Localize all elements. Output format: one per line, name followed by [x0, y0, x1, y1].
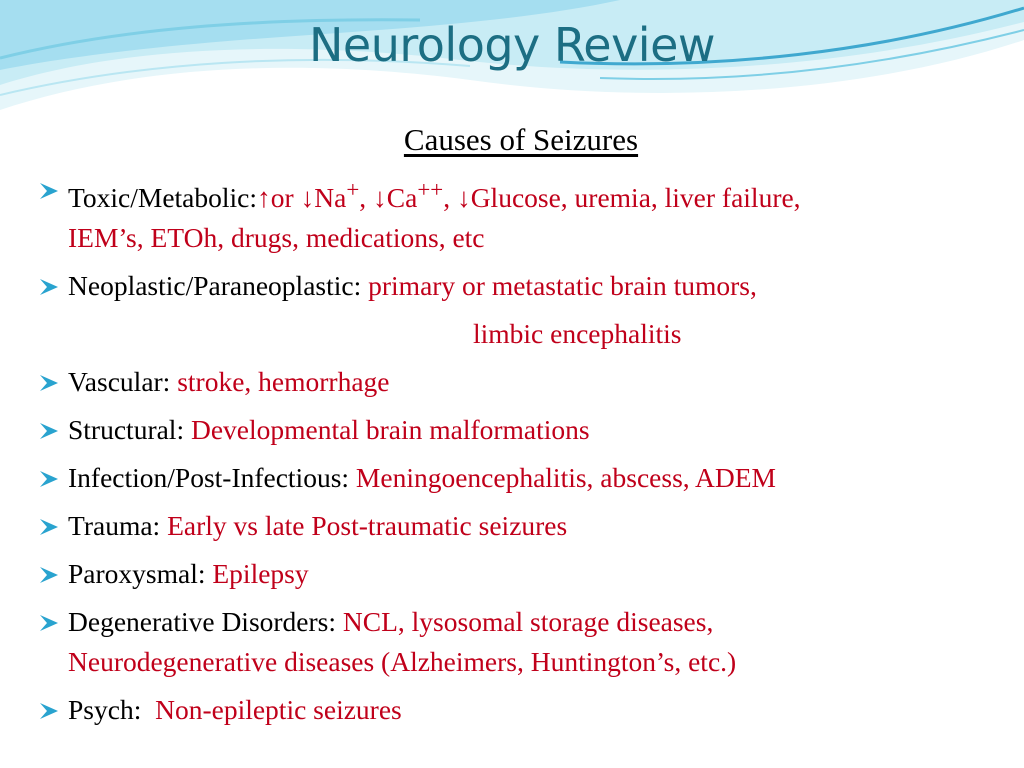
bullet-label: Degenerative Disorders: — [68, 606, 343, 638]
bullet-label: Paroxysmal: — [68, 558, 213, 590]
bullet-detail-continuation: IEM’s, ETOh, drugs, medications, etc — [68, 222, 485, 254]
bullet-infection — [38, 458, 1018, 498]
bullet-detail: Meningoencephalitis, abscess, ADEM — [355, 462, 776, 494]
bullet-degenerative — [38, 602, 1018, 682]
bullet-detail-part: or ↓Na — [270, 182, 347, 214]
superscript-charge: + — [346, 177, 360, 202]
arrowhead-bullet-icon — [38, 470, 60, 488]
up-arrow-text: ↑ — [257, 182, 271, 214]
bullet-vascular — [38, 362, 1018, 402]
bullet-detail: NCL, lysosomal storage diseases, — [342, 606, 714, 638]
bullet-detail-part: , ↓Ca — [359, 182, 418, 214]
bullet-detail: Non-epileptic seizures — [155, 694, 402, 726]
slide-subtitle: Causes of Seizures — [403, 122, 639, 157]
bullet-detail: Developmental brain malformations — [190, 414, 590, 446]
bullet-detail-continuation: limbic encephalitis — [473, 318, 682, 350]
bullet-detail-continuation: Neurodegenerative diseases (Alzheimers, Huntington’s, etc.) — [68, 646, 737, 678]
bullet-label: Toxic/Metabolic: — [68, 182, 257, 214]
superscript-charge: ++ — [417, 177, 444, 202]
bullet-list — [38, 170, 1018, 730]
arrowhead-bullet-icon — [38, 422, 60, 440]
bullet-label: Neoplastic/Paraneoplastic: — [68, 270, 369, 302]
arrowhead-bullet-icon — [38, 566, 60, 584]
bullet-detail: stroke, hemorrhage — [177, 366, 390, 398]
arrowhead-bullet-icon — [38, 702, 60, 720]
bullet-detail-part: , ↓Glucose, uremia, liver failure, — [443, 182, 801, 214]
bullet-structural — [38, 410, 1018, 450]
bullet-label: Psych: — [68, 694, 156, 726]
bullet-detail — [257, 177, 801, 214]
bullet-toxic-metabolic — [38, 170, 1018, 258]
bullet-label: Vascular: — [68, 366, 178, 398]
bullet-label: Infection/Post-Infectious: — [68, 462, 356, 494]
arrowhead-bullet-icon — [38, 278, 60, 296]
bullet-label: Structural: — [68, 414, 191, 446]
arrowhead-bullet-icon — [38, 374, 60, 392]
bullet-detail: primary or metastatic brain tumors, — [368, 270, 757, 302]
arrowhead-bullet-icon — [38, 182, 60, 200]
bullet-paroxysmal — [38, 554, 1018, 594]
bullet-detail: Early vs late Post-traumatic seizures — [167, 510, 568, 542]
slide-title: Neurology Review — [309, 18, 715, 72]
arrowhead-bullet-icon — [38, 614, 60, 632]
bullet-neoplastic — [38, 266, 1018, 354]
bullet-detail: Epilepsy — [212, 558, 309, 590]
bullet-trauma — [38, 506, 1018, 546]
bullet-psych — [38, 690, 1018, 730]
bullet-label: Trauma: — [68, 510, 168, 542]
arrowhead-bullet-icon — [38, 518, 60, 536]
